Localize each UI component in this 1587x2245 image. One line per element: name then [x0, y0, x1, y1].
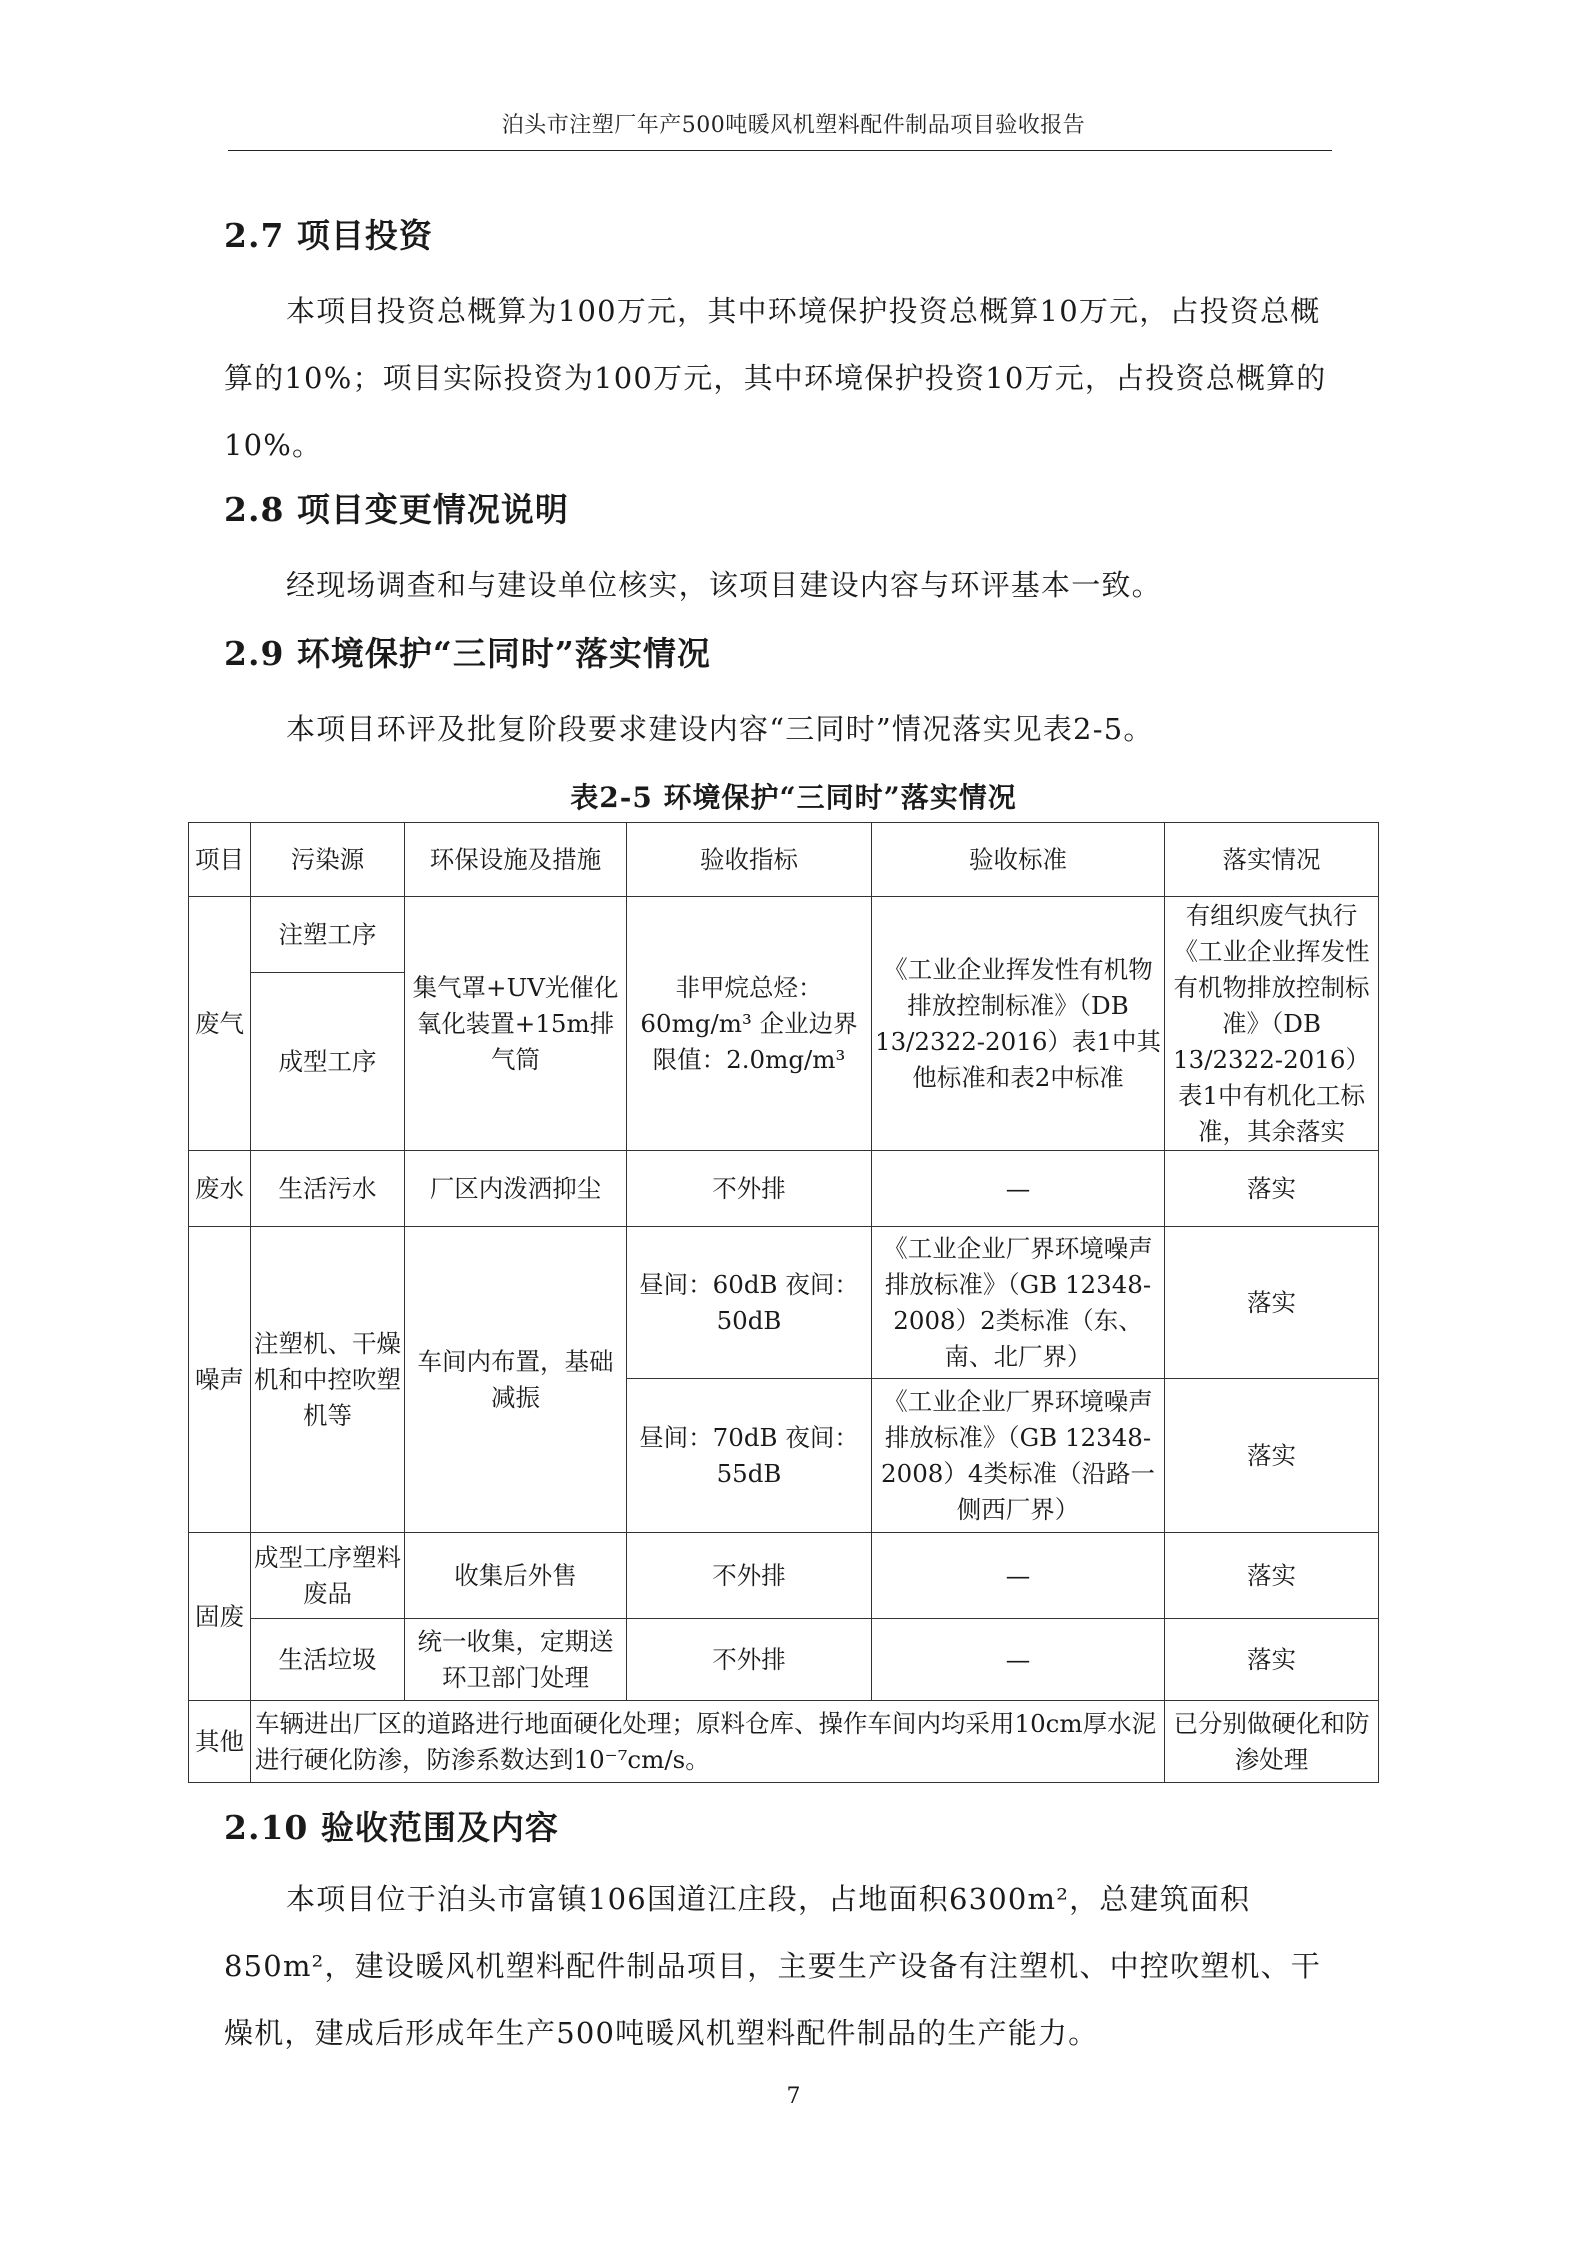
- page-header: 泊头市注塑厂年产500吨暖风机塑料配件制品项目验收报告: [501, 113, 1086, 138]
- header-cell: 验收指标: [627, 823, 872, 897]
- indicator-cell: 不外排: [627, 1533, 872, 1619]
- header-cell: 落实情况: [1165, 823, 1379, 897]
- table-row: [189, 1701, 1379, 1783]
- other-content-cell: 车辆进出厂区的道路进行地面硬化处理；原料仓库、操作车间内均采用10cm厚水泥进行硬化防渗，防渗系数达到10⁻⁷cm/s。: [251, 1701, 1165, 1783]
- table-row: [189, 1533, 1379, 1619]
- indicator-cell: 不外排: [627, 1619, 872, 1701]
- status-cell: 落实: [1165, 1533, 1379, 1619]
- source-cell: 注塑工序: [251, 897, 405, 973]
- section-body-2-10: 本项目位于泊头市富镇106国道江庄段，占地面积6300m²，总建筑面积850m²，建设暖风机塑料配件制品项目，主要生产设备有注塑机、中控吹塑机、干燥机，建成后形成年生产500吨暖风机塑料配件制品的生产能力。: [224, 1882, 1322, 2050]
- section-body-2-7: 本项目投资总概算为100万元，其中环境保护投资总概算10万元，占投资总概算的10%；项目实际投资为100万元，其中环境保护投资10万元，占投资总概算的10%。: [224, 294, 1327, 462]
- table-row: [189, 1227, 1379, 1379]
- standard-cell: 《工业企业厂界环境噪声排放标准》（GB 12348-2008）4类标准（沿路一侧西厂界）: [872, 1379, 1165, 1533]
- section-body-2-9: 本项目环评及批复阶段要求建设内容“三同时”情况落实见表2-5。: [286, 712, 1154, 746]
- table-caption: 表2-5 环境保护“三同时”落实情况: [570, 781, 1017, 814]
- table-row: [189, 1151, 1379, 1227]
- indicator-cell: 不外排: [627, 1151, 872, 1227]
- table-row: [189, 897, 1379, 973]
- section-title-2-10: 2.10 验收范围及内容: [224, 1808, 559, 1847]
- source-cell: 注塑机、干燥机和中控吹塑机等: [251, 1227, 405, 1533]
- status-cell: 落实: [1165, 1151, 1379, 1227]
- header-cell: 环保设施及措施: [405, 823, 627, 897]
- source-cell: 成型工序塑料废品: [251, 1533, 405, 1619]
- measure-cell: 厂区内泼洒抑尘: [405, 1151, 627, 1227]
- measure-cell: 统一收集，定期送环卫部门处理: [405, 1619, 627, 1701]
- page-number: 7: [786, 2084, 801, 2109]
- standard-cell: —: [872, 1619, 1165, 1701]
- table-header-row: [189, 823, 1379, 897]
- indicator-cell: 昼间：60dB 夜间：50dB: [627, 1227, 872, 1379]
- category-cell: 废水: [189, 1151, 251, 1227]
- source-cell: 生活垃圾: [251, 1619, 405, 1701]
- indicator-cell: 非甲烷总烃：60mg/m³ 企业边界限值：2.0mg/m³: [627, 897, 872, 1151]
- status-cell: 落实: [1165, 1227, 1379, 1379]
- measure-cell: 集气罩+UV光催化氧化装置+15m排气筒: [405, 897, 627, 1151]
- category-cell: 其他: [189, 1701, 251, 1783]
- section-title-2-9: 2.9 环境保护“三同时”落实情况: [224, 634, 711, 673]
- status-cell: 落实: [1165, 1619, 1379, 1701]
- header-rule: [228, 150, 1332, 151]
- standard-cell: 《工业企业挥发性有机物排放控制标准》（DB 13/2322-2016）表1中其他标准和表2中标准: [872, 897, 1165, 1151]
- category-cell: 废气: [189, 897, 251, 1151]
- standard-cell: 《工业企业厂界环境噪声排放标准》（GB 12348-2008）2类标准（东、南、北厂界）: [872, 1227, 1165, 1379]
- category-cell: 噪声: [189, 1227, 251, 1533]
- indicator-cell: 昼间：70dB 夜间：55dB: [627, 1379, 872, 1533]
- source-cell: 成型工序: [251, 973, 405, 1151]
- source-cell: 生活污水: [251, 1151, 405, 1227]
- header-cell: 项目: [189, 823, 251, 897]
- standard-cell: —: [872, 1151, 1165, 1227]
- three-simultaneous-table: [188, 822, 1379, 1783]
- status-cell: 有组织废气执行《工业企业挥发性有机物排放控制标准》（DB 13/2322-2016）表1中有机化工标准，其余落实: [1165, 897, 1379, 1151]
- section-title-2-7: 2.7 项目投资: [224, 216, 433, 255]
- standard-cell: —: [872, 1533, 1165, 1619]
- table-row: [189, 1619, 1379, 1701]
- status-cell: 已分别做硬化和防渗处理: [1165, 1701, 1379, 1783]
- section-title-2-8: 2.8 项目变更情况说明: [224, 490, 569, 529]
- status-cell: 落实: [1165, 1379, 1379, 1533]
- header-cell: 验收标准: [872, 823, 1165, 897]
- header-cell: 污染源: [251, 823, 405, 897]
- category-cell: 固废: [189, 1533, 251, 1701]
- measure-cell: 车间内布置，基础减振: [405, 1227, 627, 1533]
- measure-cell: 收集后外售: [405, 1533, 627, 1619]
- section-body-2-8: 经现场调查和与建设单位核实，该项目建设内容与环评基本一致。: [286, 568, 1162, 602]
